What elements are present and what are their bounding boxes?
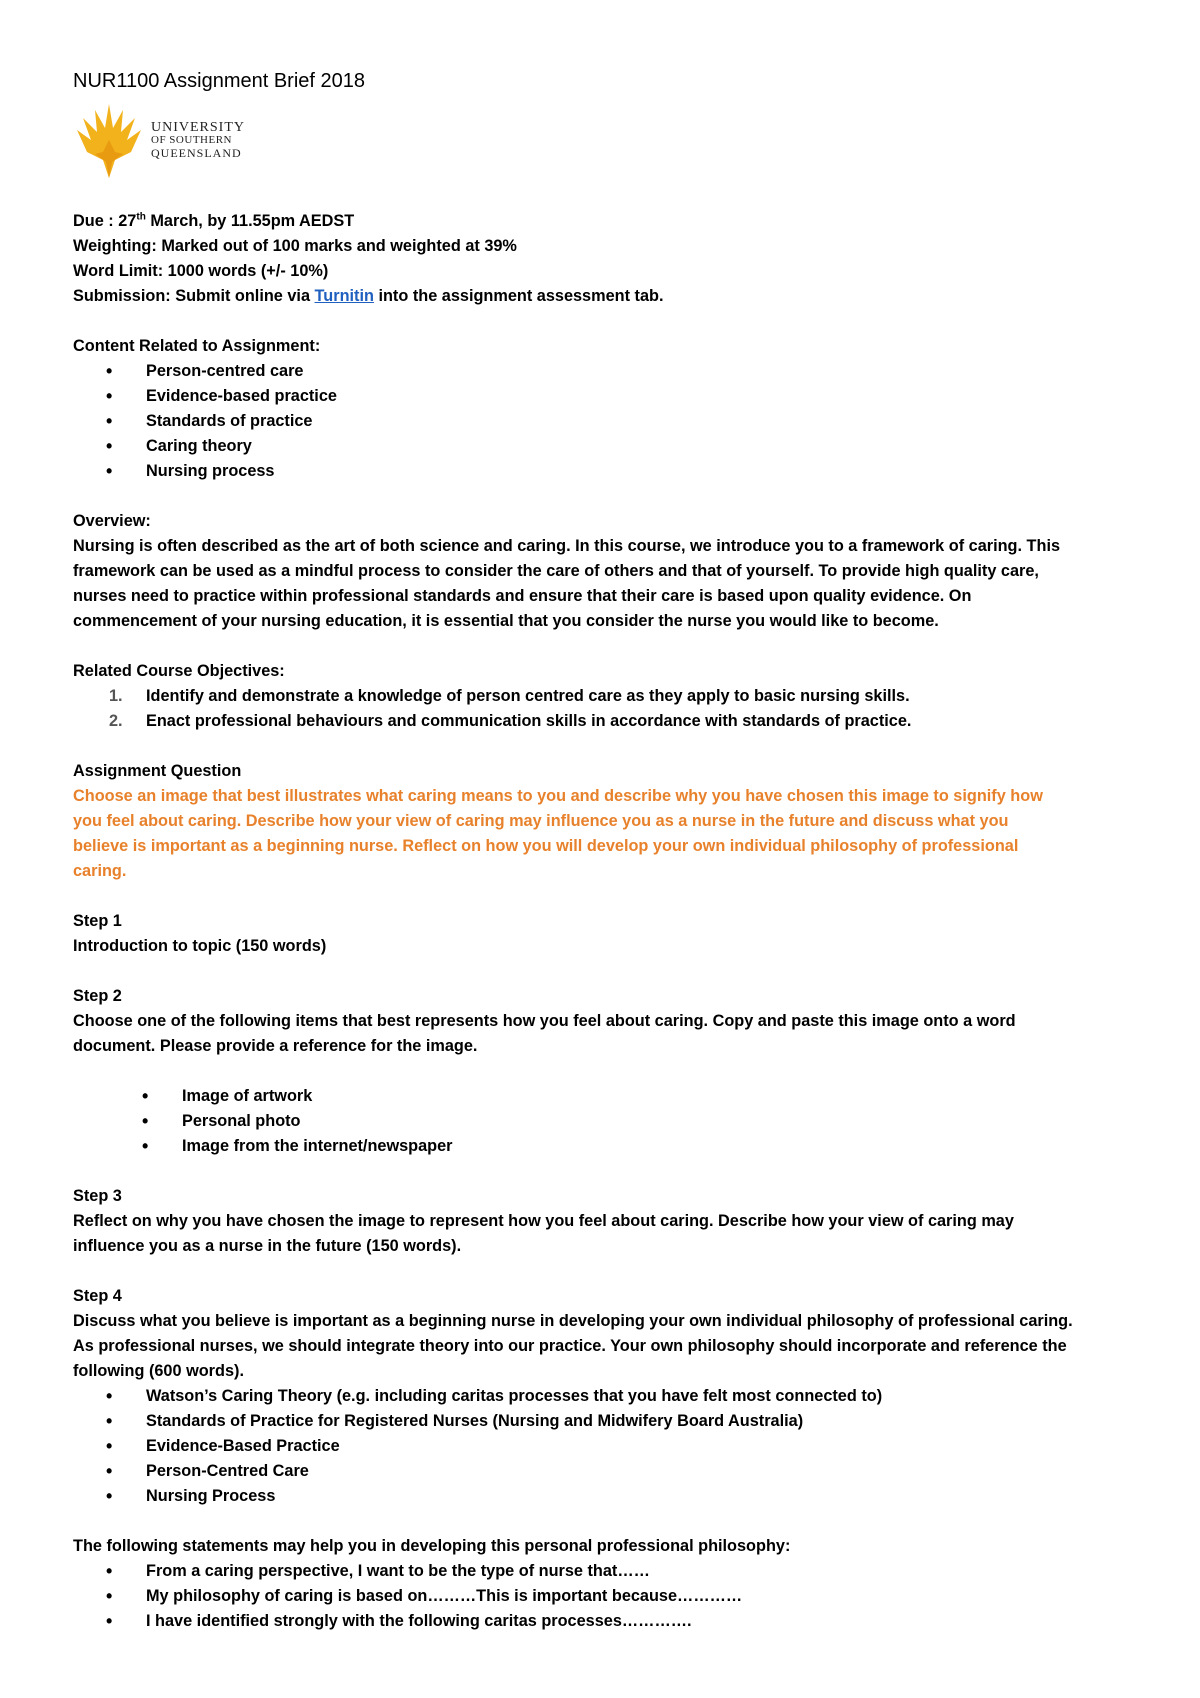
step2-list	[73, 1084, 1143, 1159]
logo-line-2: OF SOUTHERN	[151, 133, 232, 146]
list-item: • Evidence-based practice	[73, 384, 1143, 409]
objective-number: 1.	[109, 687, 123, 705]
step4-list	[73, 1384, 1143, 1509]
step3-line: influence you as a nurse in the future (150 words).	[73, 1237, 462, 1255]
list-item: • Standards of practice	[73, 409, 1143, 434]
document-title: NUR1100 Assignment Brief 2018	[73, 70, 366, 92]
logo-line-1: UNIVERSITY	[151, 119, 245, 135]
list-item: • My philosophy of caring is based on………This is important because…………	[73, 1584, 1143, 1609]
phoenix-logo-icon	[73, 100, 145, 180]
objective-text: Identify and demonstrate a knowledge of person centred care as they apply to basic nursing skills.	[146, 687, 910, 705]
list-item: • Person-Centred Care	[73, 1459, 1143, 1484]
step2-line: Choose one of the following items that best represents how you feel about caring. Copy and paste this image onto a word	[73, 1012, 1016, 1030]
objectives-heading: Related Course Objectives:	[73, 662, 285, 680]
list-item: • Caring theory	[73, 434, 1143, 459]
due-day: 27	[118, 212, 137, 230]
objective-number: 2.	[109, 712, 123, 730]
objective-text: Enact professional behaviours and communication skills in accordance with standards of practice.	[146, 712, 912, 730]
document-page	[73, 70, 1143, 1634]
weighting-line: Weighting: Marked out of 100 marks and weighted at 39%	[73, 237, 517, 255]
due-rest: March, by 11.55pm AEDST	[150, 212, 355, 230]
overview-line: framework can be used as a mindful process to consider the care of others and that of yourself. To provide high quality care,	[73, 562, 1039, 580]
content-heading: Content Related to Assignment:	[73, 337, 321, 355]
step4-heading: Step 4	[73, 1287, 122, 1305]
submission-line	[73, 284, 1143, 309]
statements-heading: The following statements may help you in developing this personal professional philosophy:	[73, 1537, 791, 1555]
word-limit-line: Word Limit: 1000 words (+/- 10%)	[73, 262, 329, 280]
overview-line: commencement of your nursing education, it is essential that you consider the nurse you would like to become.	[73, 612, 939, 630]
turnitin-link[interactable]: Turnitin	[314, 287, 374, 305]
step2-line: document. Please provide a reference for the image.	[73, 1037, 478, 1055]
due-day-suffix: th	[136, 211, 146, 223]
document-body	[73, 209, 1143, 1634]
due-line	[73, 209, 1143, 234]
step1-heading: Step 1	[73, 912, 122, 930]
list-item: • Nursing process	[73, 459, 1143, 484]
list-item: • Image from the internet/newspaper	[73, 1134, 1143, 1159]
list-item: • Evidence-Based Practice	[73, 1434, 1143, 1459]
list-item: • Person-centred care	[73, 359, 1143, 384]
step4-line: Discuss what you believe is important as a beginning nurse in developing your own individual philosophy of professional caring.	[73, 1312, 1073, 1330]
question-line: you feel about caring. Describe how your view of caring may influence you as a nurse in the future and discuss what you	[73, 812, 1009, 830]
logo-wordmark	[151, 121, 245, 160]
step4-line: following (600 words).	[73, 1362, 244, 1380]
step1-text: Introduction to topic (150 words)	[73, 937, 327, 955]
list-item: • Standards of Practice for Registered Nurses (Nursing and Midwifery Board Australia)	[73, 1409, 1143, 1434]
step2-heading: Step 2	[73, 987, 122, 1005]
list-item: • I have identified strongly with the following caritas processes………….	[73, 1609, 1143, 1634]
list-item: • Watson’s Caring Theory (e.g. including caritas processes that you have felt most connected to)	[73, 1384, 1143, 1409]
step4-line: As professional nurses, we should integrate theory into our practice. Your own philosophy should incorporate and reference the	[73, 1337, 1067, 1355]
due-label: Due :	[73, 212, 114, 230]
question-line: Choose an image that best illustrates what caring means to you and describe why you have chosen this image to signify how	[73, 787, 1043, 805]
list-item	[73, 684, 1143, 709]
step3-heading: Step 3	[73, 1187, 122, 1205]
question-line: caring.	[73, 862, 127, 880]
content-list	[73, 359, 1143, 484]
question-heading: Assignment Question	[73, 762, 242, 780]
logo-line-3: QUEENSLAND	[151, 145, 242, 160]
objectives-list	[73, 684, 1143, 734]
step3-line: Reflect on why you have chosen the image to represent how you feel about caring. Describe how your view of caring may	[73, 1212, 1014, 1230]
list-item: • Image of artwork	[73, 1084, 1143, 1109]
overview-heading: Overview:	[73, 512, 151, 530]
submission-suffix: into the assignment assessment tab.	[378, 287, 664, 305]
university-logo	[73, 99, 1143, 181]
submission-prefix: Submission: Submit online via	[73, 287, 311, 305]
list-item: • Nursing Process	[73, 1484, 1143, 1509]
overview-line: Nursing is often described as the art of both science and caring. In this course, we introduce you to a framework of caring. This	[73, 537, 1061, 555]
question-line: believe is important as a beginning nurse. Reflect on how you will develop your own individual philosophy of professional	[73, 837, 1019, 855]
list-item	[73, 709, 1143, 734]
list-item: • Personal photo	[73, 1109, 1143, 1134]
list-item: • From a caring perspective, I want to be the type of nurse that……	[73, 1559, 1143, 1584]
overview-line: nurses need to practice within professional standards and ensure that their care is based upon quality evidence. On	[73, 587, 972, 605]
statements-list	[73, 1559, 1143, 1634]
